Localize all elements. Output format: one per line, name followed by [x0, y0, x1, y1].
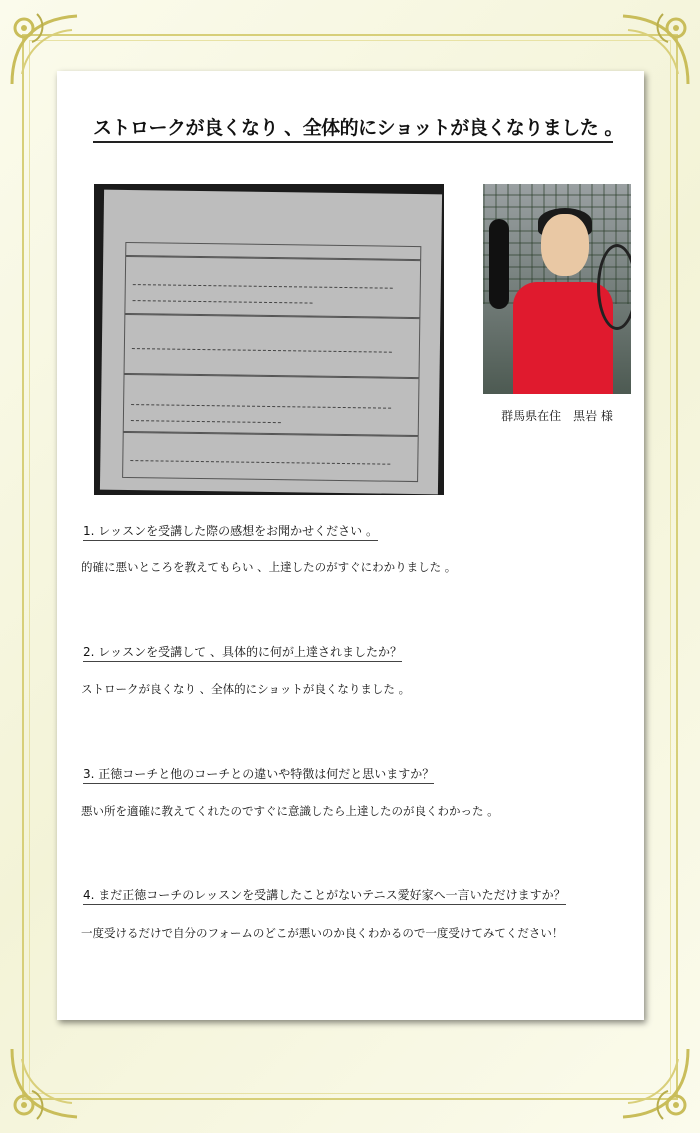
question-1: 1. レッスンを受講した際の感想をお聞かせください 。: [83, 522, 378, 541]
page-title: ストロークが良くなり 、全体的にショットが良くなりました 。: [93, 113, 613, 143]
customer-photo: [483, 184, 631, 394]
corner-ornament-icon: [2, 1039, 92, 1129]
question-2: 2. レッスンを受講して 、具体的に何が上達されましたか？: [83, 643, 402, 662]
survey-sheet-image: [100, 190, 442, 495]
question-3: 3. 正徳コーチと他のコーチとの違いや特徴は何だと思いますか？: [83, 765, 434, 784]
answer-1: 的確に悪いところを教えてもらい 、上達したのがすぐにわかりました 。: [81, 560, 457, 574]
answer-2: ストロークが良くなり 、全体的にショットが良くなりました 。: [81, 682, 411, 696]
corner-ornament-icon: [608, 1039, 698, 1129]
customer-caption: 群馬県在住 黒岩 様: [501, 409, 613, 423]
survey-sheet-photo: [94, 184, 444, 495]
answer-4: 一度受けるだけで自分のフォームのどこが悪いのか良くわかるので一度受けてみてください！: [81, 926, 564, 940]
answer-3: 悪い所を適確に教えてくれたのですぐに意識したら上達したのが良くわかった 。: [81, 804, 499, 818]
question-4: 4. まだ正徳コーチのレッスンを受講したことがないテニス愛好家へ一言いただけますか？: [83, 886, 566, 905]
content-panel: [57, 71, 644, 1020]
